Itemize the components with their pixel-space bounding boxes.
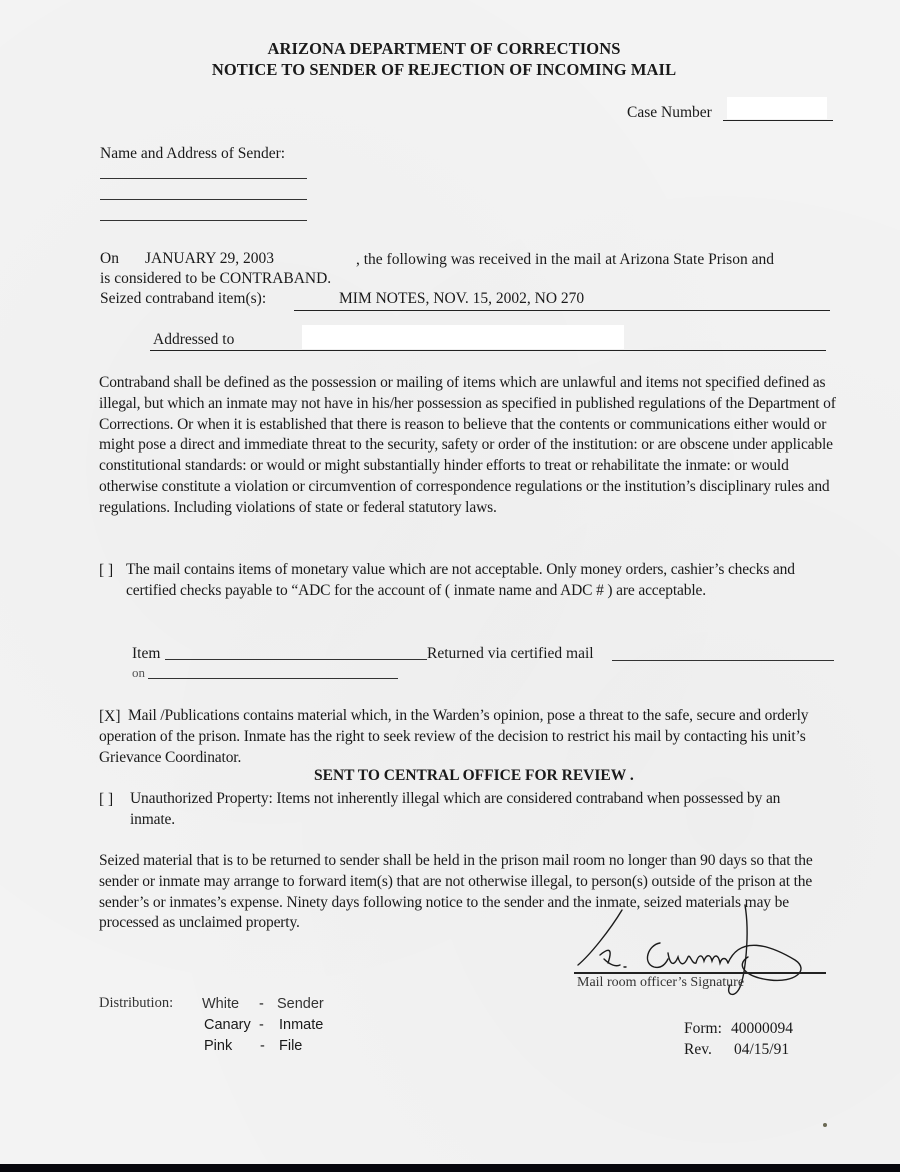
distribution-dash: - (259, 996, 264, 1012)
monetary-option-text: The mail contains items of monetary value which are not acceptable. Only money orders, cashier’s checks and certified checks payable to “ADC for the account of ( inmate name and ADC # ) are acceptable. (126, 561, 795, 599)
distribution-recipient: Inmate (279, 1017, 324, 1033)
distribution-copy: White (202, 996, 240, 1012)
review-note: SENT TO CENTRAL OFFICE FOR REVIEW . (314, 767, 634, 784)
property-option-text: Unauthorized Property: Items not inherently illegal which are considered contraband when possessed by an inmate. (130, 790, 781, 828)
signature-label: Mail room officer’s Signature (577, 975, 745, 990)
seized-items-value: MIM NOTES, NOV. 15, 2002, NO 270 (339, 290, 585, 307)
form-title: NOTICE TO SENDER OF REJECTION OF INCOMING MAIL (211, 60, 677, 79)
on-date-field[interactable] (148, 678, 398, 679)
publication-checkbox[interactable]: [X] (99, 708, 121, 725)
item-label: Item (132, 645, 161, 662)
on-date-label: on (132, 665, 145, 680)
addressed-to-line[interactable] (150, 350, 826, 351)
distribution-recipient: File (279, 1038, 303, 1054)
agency-title: ARIZONA DEPARTMENT OF CORRECTIONS (267, 39, 621, 58)
case-number-field[interactable] (723, 120, 833, 121)
scan-border (0, 1164, 900, 1172)
monetary-checkbox[interactable]: [ ] (99, 562, 114, 579)
distribution-label: Distribution: (99, 995, 174, 1011)
revision-label: Rev. (684, 1041, 712, 1058)
sender-label: Name and Address of Sender: (100, 145, 286, 162)
received-date: JANUARY 29, 2003 (145, 250, 275, 267)
contraband-statement: is considered to be CONTRABAND. (100, 270, 332, 287)
form-number-label: Form: (684, 1020, 722, 1037)
retention-policy: Seized material that is to be returned to sender shall be held in the prison mail room no longer than 90 days so that the sender or inmate may arrange to forward item(s) that are not otherwise illegal, to person(s) outside of the prison at the sender’s or inmates’s expense. Ninety days following notice to the sender and the inmate, seized materials may be processed as unclaimed property. (99, 852, 813, 932)
scan-speck (823, 1123, 827, 1127)
property-checkbox[interactable]: [ ] (99, 791, 114, 808)
case-number-label: Case Number (627, 104, 712, 121)
sender-line-2[interactable] (100, 199, 307, 200)
seized-items-label: Seized contraband item(s): (100, 290, 267, 307)
distribution-dash: - (259, 1017, 264, 1033)
signature-line[interactable] (574, 972, 826, 974)
addressed-to-label: Addressed to (153, 331, 235, 348)
revision-date: 04/15/91 (734, 1041, 790, 1058)
distribution-copy: Pink (204, 1038, 233, 1054)
item-field[interactable] (165, 659, 427, 660)
sender-line-3[interactable] (100, 220, 307, 221)
sender-line-1[interactable] (100, 178, 307, 179)
contraband-definition: Contraband shall be defined as the possession or mailing of items which are unlawful and items not specified defined as illegal, but which an inmate may not have in his/her possession as specified in published regulations of the Department of Corrections. Or when it is established that there is reason to believe that the contents or communications either would or might pose a direct and immediate threat to the security, safety or order of the institution: or are obscene under applicable constitutional standards: or would or might substantially hinder efforts to treat or rehabilitate the inmate: or would otherwise constitute a violation or circumvention of correspondence regulations or the institution’s disciplinary rules and regulations. Including violations of state or federal statutory laws. (99, 374, 836, 516)
distribution-copy: Canary (204, 1017, 251, 1033)
form-number: 40000094 (731, 1020, 793, 1037)
returned-field[interactable] (612, 660, 834, 661)
seized-items-line (294, 310, 830, 311)
distribution-dash: - (260, 1038, 265, 1054)
addressed-to-redaction (302, 325, 624, 349)
on-label: On (100, 250, 119, 267)
received-sentence: , the following was received in the mail at Arizona State Prison and (356, 251, 774, 268)
publication-option-text: Mail /Publications contains material which, in the Warden’s opinion, pose a threat to the safe, secure and orderly operation of the prison. Inmate has the right to seek review of the decision to restrict his mail by contacting his unit’s Grievance Coordinator. (99, 707, 809, 766)
returned-label: Returned via certified mail (427, 645, 594, 662)
distribution-recipient: Sender (277, 996, 324, 1012)
case-number-redaction (727, 97, 827, 119)
